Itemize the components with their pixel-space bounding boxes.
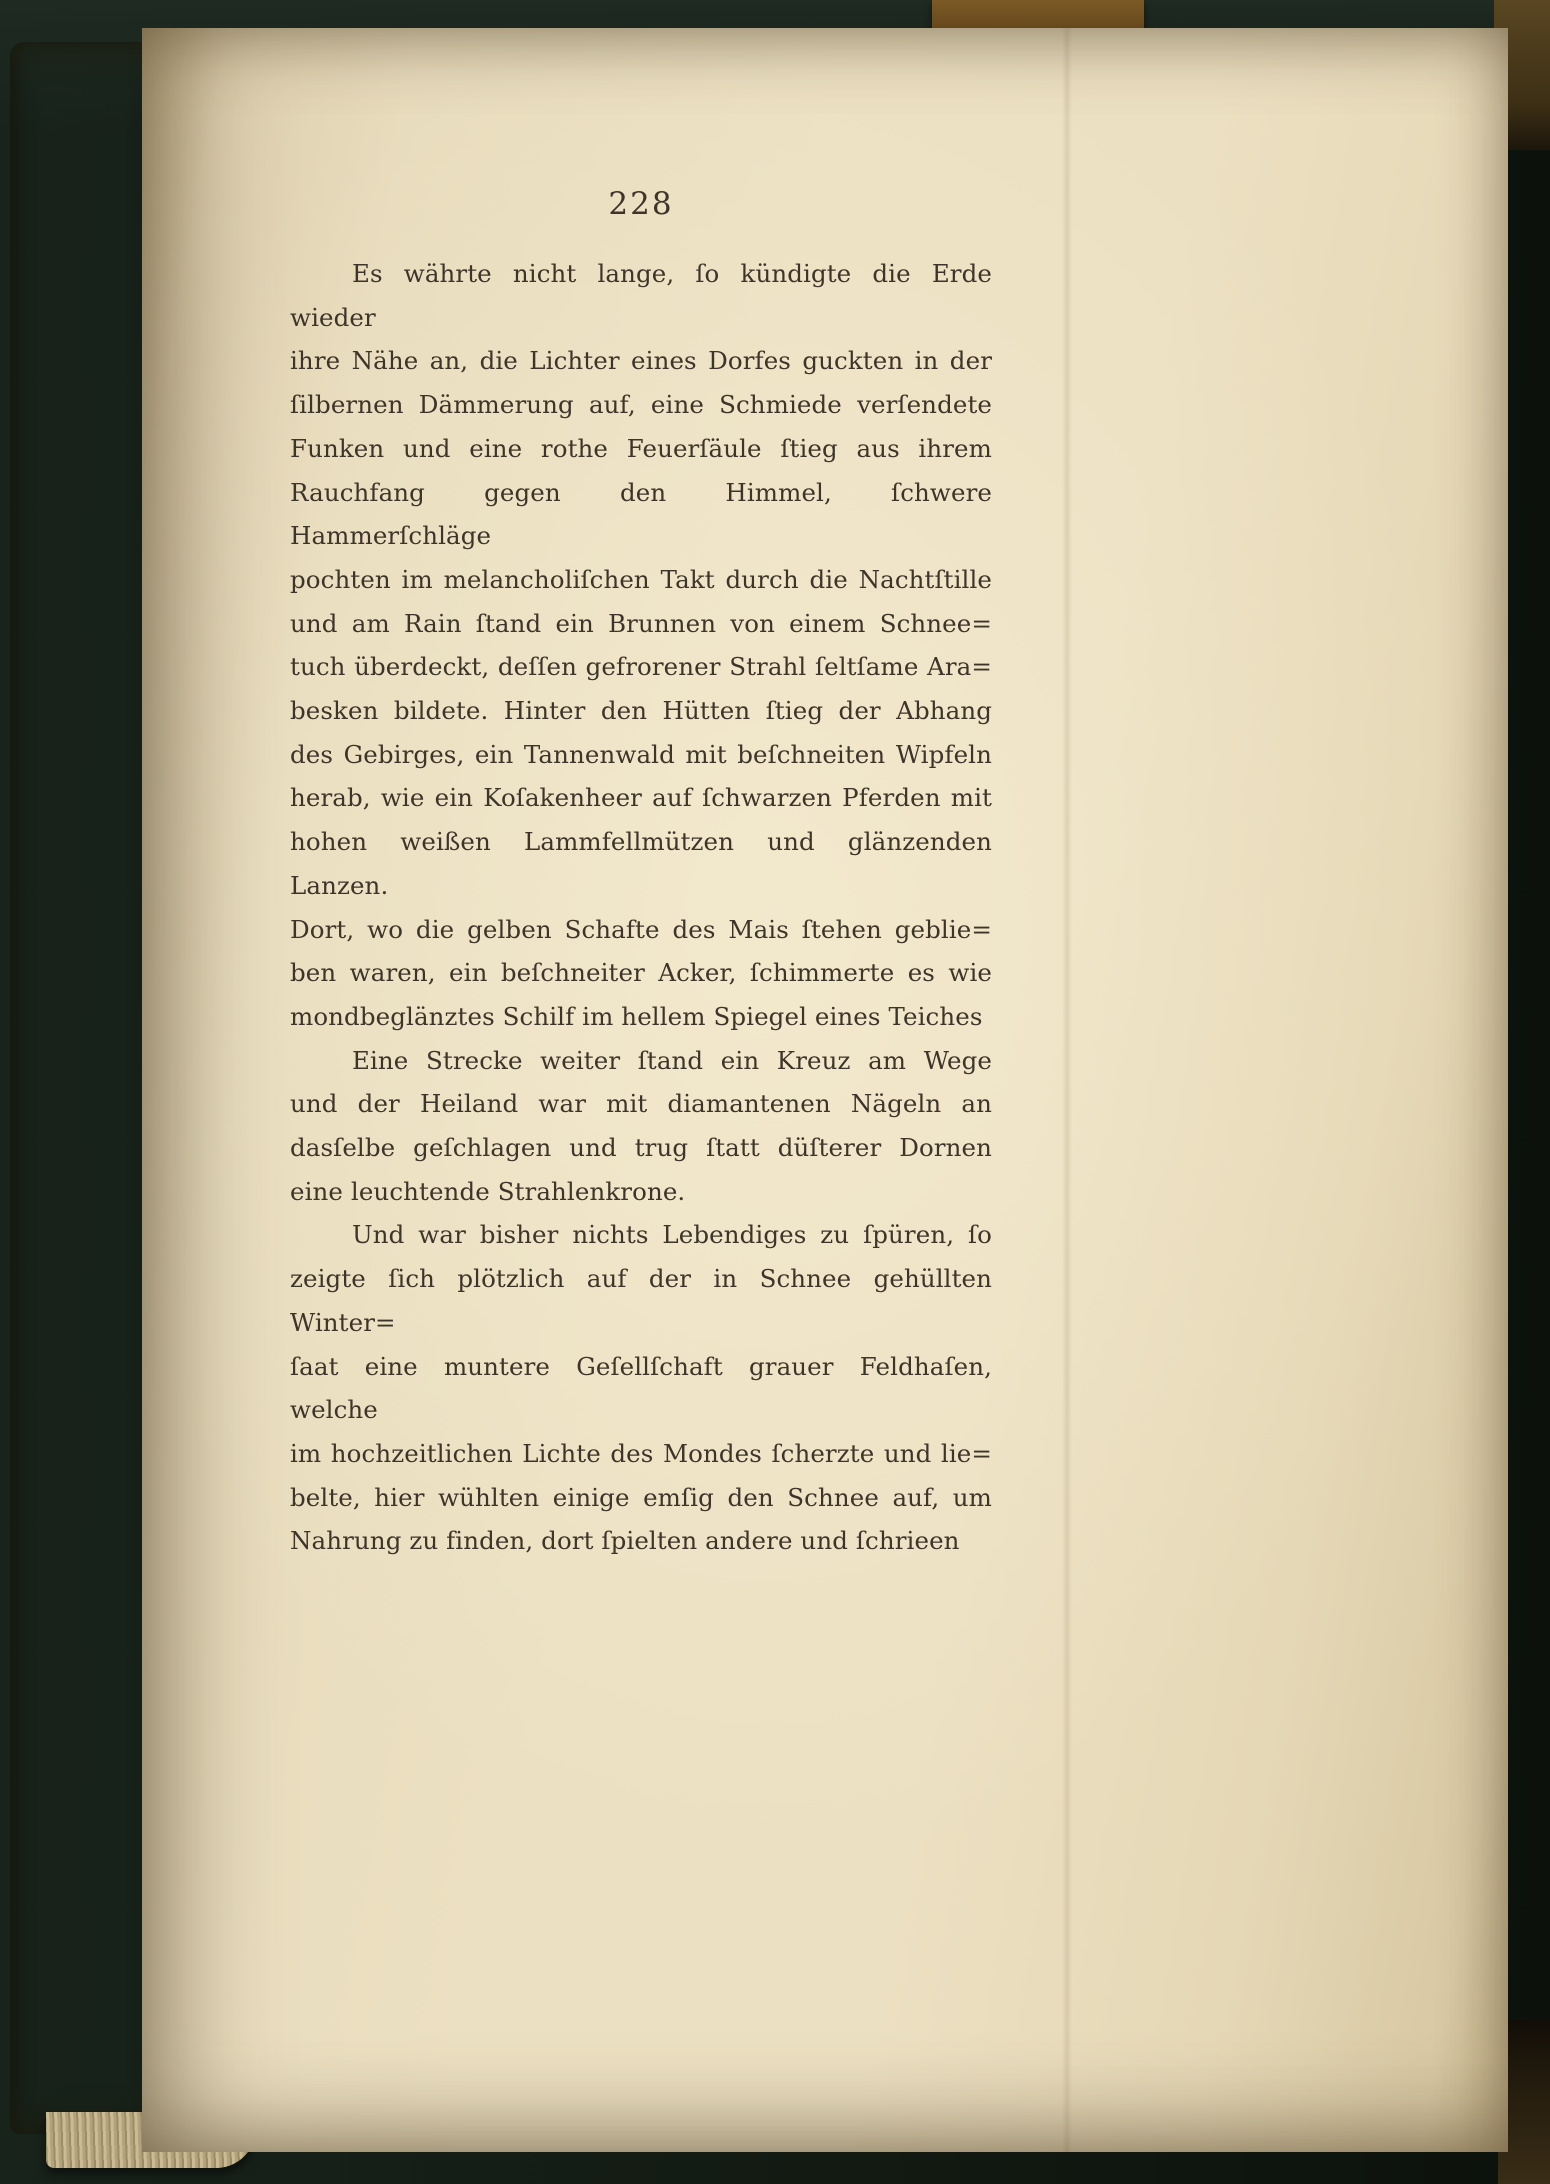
text-line: mondbeglänztes Schilf im hellem Spiegel eines Teiches: [290, 1001, 983, 1031]
text-line: und der Heiland war mit diamantenen Nägeln an: [290, 1089, 992, 1119]
paragraph: [290, 252, 992, 1039]
text-line: des Gebirges, ein Tannenwald mit beſchneiten Wipfeln: [290, 739, 992, 769]
page-number: 228: [608, 186, 674, 222]
text-line: besken bildete. Hinter den Hütten ſtieg der Abhang: [290, 696, 992, 726]
text-line: Nahrung zu finden, dort ſpielten andere und ſchrieen: [290, 1526, 960, 1556]
text-line: pochten im melancholiſchen Takt durch die Nachtſtille: [290, 564, 992, 594]
text-line: Funken und eine rothe Feuerſäule ſtieg aus ihrem: [290, 433, 992, 463]
paragraph: [290, 1213, 992, 1563]
text-line: ihre Nähe an, die Lichter eines Dorfes guckten in der: [290, 346, 992, 376]
text-line: zeigte ſich plötzlich auf der in Schnee gehüllten Winter=: [290, 1264, 992, 1337]
text-line: herab, wie ein Koſakenheer auf ſchwarzen Pferden mit: [290, 783, 992, 813]
text-line: und am Rain ſtand ein Brunnen von einem Schnee=: [290, 608, 992, 638]
text-line: Rauchfang gegen den Himmel, ſchwere Hammerſchläge: [290, 477, 992, 551]
text-line: eine leuchtende Strahlenkrone.: [290, 1176, 686, 1206]
text-line: tuch überdeckt, deſſen gefrorener Strahl ſeltſame Ara=: [290, 652, 992, 682]
text-line: im hochzeitlichen Lichte des Mondes ſcherzte und lie=: [290, 1438, 992, 1468]
text-line: Eine Strecke weiter ſtand ein Kreuz am Wege: [352, 1045, 992, 1075]
text-block: [290, 252, 992, 1563]
page-edges-left: [10, 42, 158, 2134]
text-line: ſaat eine muntere Geſellſchaft grauer Feldhaſen, welche: [290, 1351, 992, 1425]
text-line: belte, hier wühlten einige emſig den Schnee auf, um: [290, 1482, 992, 1512]
page-crease: [1062, 28, 1072, 2152]
text-line: ſilbernen Dämmerung auf, eine Schmiede verſendete: [290, 390, 992, 420]
text-line: Es währte nicht lange, ſo kündigte die Erde wieder: [290, 259, 992, 332]
paragraph: [290, 1039, 992, 1214]
text-line: ben waren, ein beſchneiter Acker, ſchimmerte es wie: [290, 958, 992, 988]
text-line: Und war bisher nichts Lebendiges zu ſpüren, ſo: [352, 1220, 992, 1250]
text-line: dasſelbe geſchlagen und trug ſtatt düſterer Dornen: [290, 1133, 992, 1163]
book-page: [142, 28, 1508, 2152]
text-line: Dort, wo die gelben Schafte des Mais ſtehen geblie=: [290, 914, 992, 944]
text-line: hohen weißen Lammfellmützen und glänzenden Lanzen.: [290, 827, 992, 900]
